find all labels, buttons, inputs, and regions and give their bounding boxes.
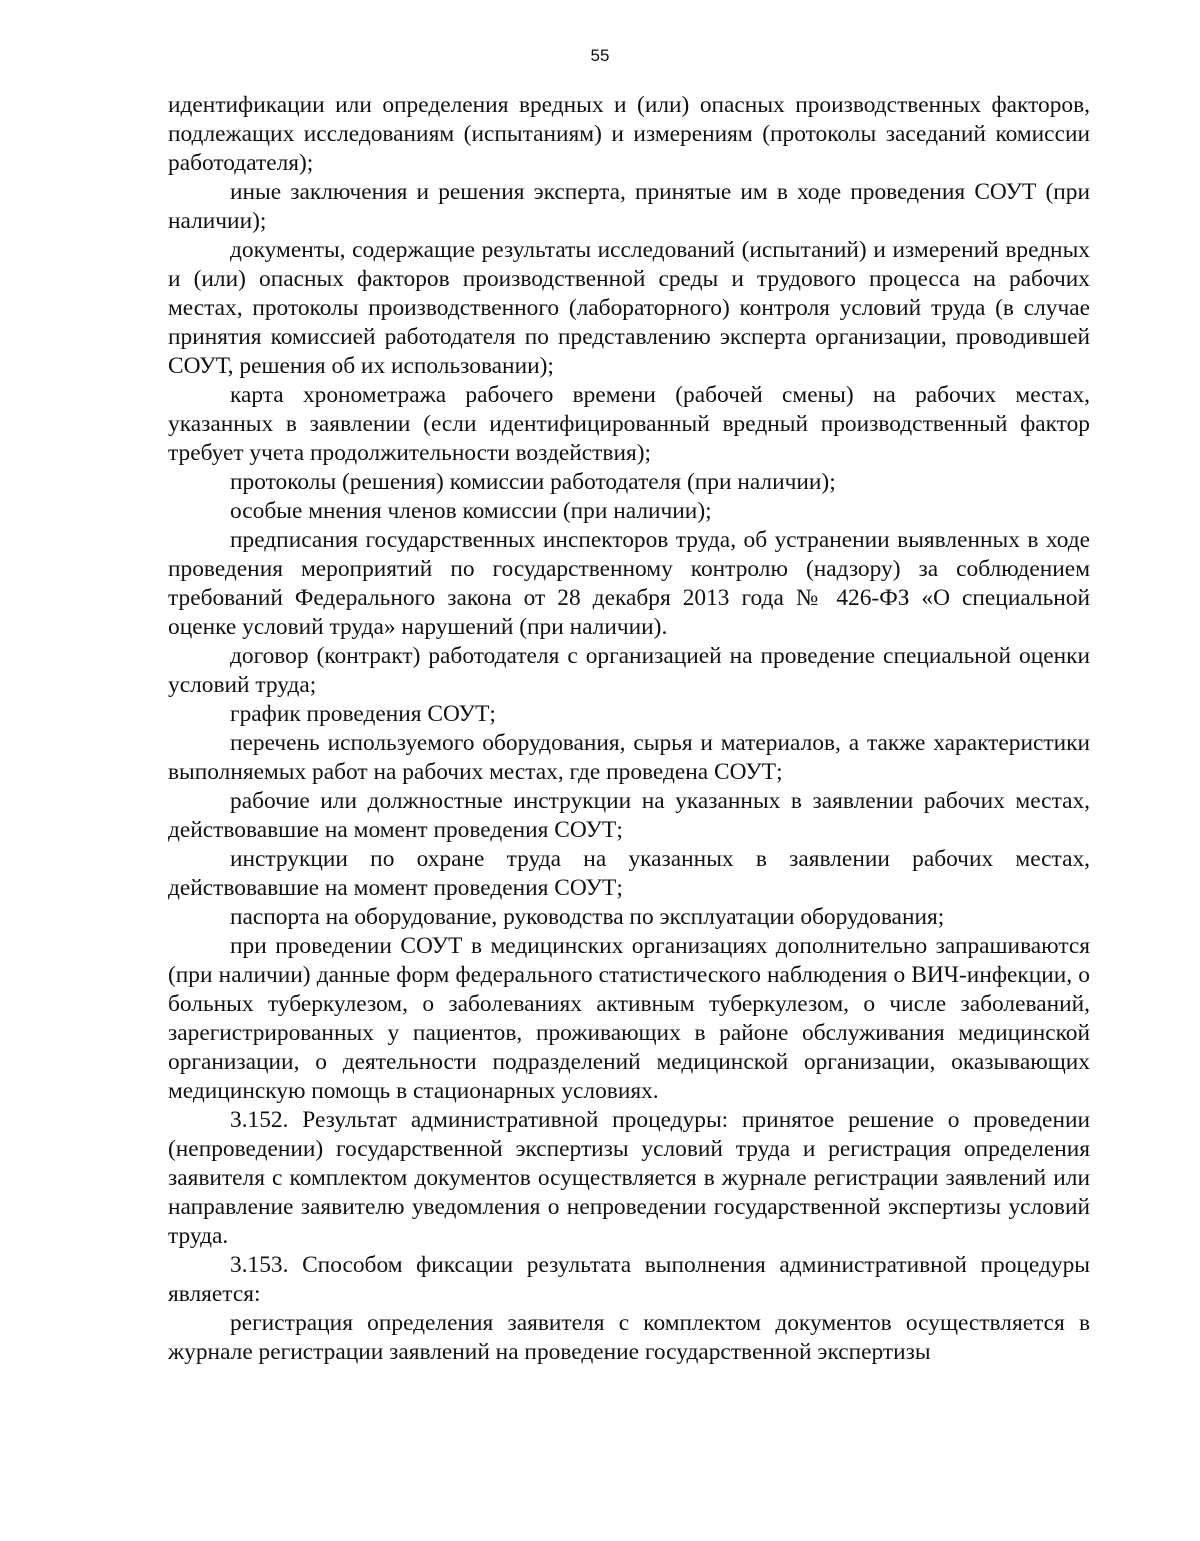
paragraph-safety-instructions: инструкции по охране труда на указанных в заявлении рабочих местах, действовавшие на момент проведения СОУТ; bbox=[168, 846, 1090, 901]
paragraph-inspector-orders: предписания государственных инспекторов труда, об устранении выявленных в ходе проведения мероприятий по государственному контролю (надзору) за соблюдением требований Федерального закона от 28 декабря 2013 года № 426-ФЗ «О специальной оценке условий труда» нарушений (при наличии). bbox=[168, 527, 1090, 640]
paragraph-registration: регистрация определения заявителя с комплектом документов осуществляется в журнале регистрации заявлений на проведение государственной экспертизы bbox=[168, 1310, 1090, 1365]
paragraph-schedule: график проведения СОУТ; bbox=[230, 701, 496, 727]
paragraph-equipment-list: перечень используемого оборудования, сырья и материалов, а также характеристики выполняемых работ на рабочих местах, где проведена СОУТ; bbox=[168, 730, 1090, 785]
paragraph-commission-protocols: протоколы (решения) комиссии работодателя (при наличии); bbox=[230, 469, 836, 495]
paragraph-equipment-passports: паспорта на оборудование, руководства по эксплуатации оборудования; bbox=[230, 904, 945, 930]
paragraph-job-instructions: рабочие или должностные инструкции на указанных в заявлении рабочих местах, действовавшие на момент проведения СОУТ; bbox=[168, 788, 1090, 843]
paragraph-expert-conclusions: иные заключения и решения эксперта, принятые им в ходе проведения СОУТ (при наличии); bbox=[168, 179, 1090, 234]
paragraph-medical-organizations: при проведении СОУТ в медицинских организациях дополнительно запрашиваются (при наличии) данные форм федерального статистического наблюдения о ВИЧ-инфекции, о больных туберкулезом, о заболеваниях активным туберкулезом, о числе заболеваний, зарегистрированных у пациентов, проживающих в районе обслуживания медицинской организации, о деятельности подразделений медицинской организации, оказывающих медицинскую помощь в стационарных условиях. bbox=[168, 933, 1090, 1104]
paragraph-contract: договор (контракт) работодателя с организацией на проведение специальной оценки условий труда; bbox=[168, 643, 1090, 698]
paragraph-special-opinions: особые мнения членов комиссии (при наличии); bbox=[230, 498, 712, 524]
paragraph-measurement-documents: документы, содержащие результаты исследований (испытаний) и измерений вредных и (или) опасных факторов производственной среды и трудового процесса на рабочих местах, протоколы производственного (лабораторного) контроля условий труда (в случае принятия комиссией работодателя по представлению эксперта организации, проводившей СОУТ, решения об их использовании); bbox=[168, 237, 1090, 379]
paragraph-continuation: идентификации или определения вредных и (или) опасных производственных факторов, подлежащих исследованиям (испытаниям) и измерениям (протоколы заседаний комиссии работодателя); bbox=[168, 92, 1090, 176]
document-body bbox=[168, 91, 1090, 1367]
paragraph-3-152: 3.152. Результат административной процедуры: принятое решение о проведении (непроведении) государственной экспертизы условий труда и регистрация определения заявителя с комплектом документов осуществляется в журнале регистрации заявлений или направление заявителю уведомления о непроведении государственной экспертизы условий труда. bbox=[168, 1107, 1090, 1249]
page-number: 55 bbox=[590, 46, 610, 65]
paragraph-timing-chart: карта хронометража рабочего времени (рабочей смены) на рабочих местах, указанных в заявлении (если идентифицированный вредный производственный фактор требует учета продолжительности воздействия); bbox=[168, 382, 1090, 466]
paragraph-3-153: 3.153. Способом фиксации результата выполнения административной процедуры является: bbox=[168, 1252, 1090, 1307]
